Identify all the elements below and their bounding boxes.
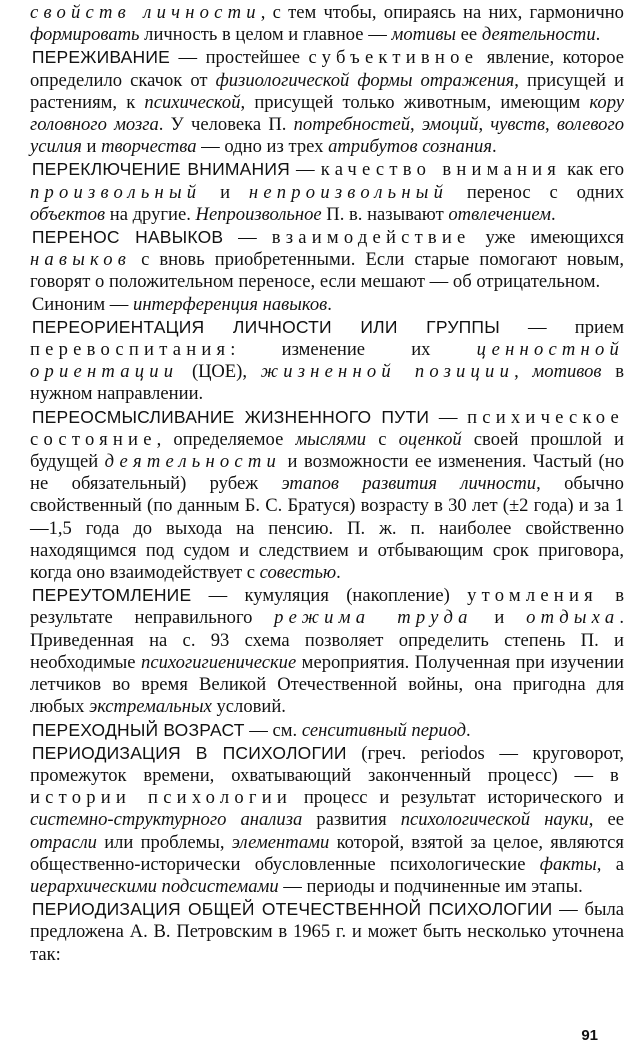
entry-text: атрибутов сознания: [328, 136, 492, 158]
entry-text: психическое состояние: [30, 406, 624, 450]
entry-term: ПЕРИОДИЗАЦИЯ В ПСИХОЛОГИИ: [31, 742, 347, 763]
entry-text: деятельности: [104, 451, 281, 473]
entry-text: объектов: [30, 203, 106, 225]
entry-text: (греч. periodos — круговорот, промежуток времени, охватывающий законченный процесс) —: [30, 742, 624, 786]
entry-text: , с тем чтобы, опираясь на них, гармонично: [260, 2, 624, 23]
entry-text: с вновь приобретенными. Если старые помогают новым, говорят о положительном переносе, если мешают — об отрицательном.: [30, 249, 624, 293]
entry-text: , обычно свойственный (по данным Б. С. Братуся) возрасту в 30 лет (±2 года) и за 1—1,5 года до выхода на пенсию. П. ж. п. наиболее свойственно находящимся под судом и следствием и отбывающим срок приговора, когда оно взаимодействует с: [30, 473, 624, 584]
entry-text: ее: [456, 24, 482, 46]
entry-text: чувств: [490, 114, 546, 136]
entry-term: ПЕРЕХОДНЫЙ ВОЗРАСТ: [31, 719, 245, 740]
entry-text: или проблемы,: [96, 831, 232, 853]
entry-text: элементами: [231, 831, 330, 853]
entry-term: ПЕРЕУТОМЛЕНИЕ: [31, 585, 192, 606]
entry-pereutomlenie: [30, 584, 624, 718]
entry-text: —: [223, 227, 272, 249]
entry-pereorientaciya: [30, 316, 624, 406]
entry-text: в истории психологии: [30, 764, 624, 809]
entry-text: жизненной позиции: [260, 361, 515, 383]
entry-text: физиологической формы отражения: [215, 69, 515, 91]
entry-text: —: [429, 406, 468, 428]
entry-text: —: [289, 159, 321, 181]
entry-text: как его: [561, 159, 624, 181]
entry-text: и: [81, 136, 102, 158]
entry-text: взаимодействие: [271, 227, 471, 249]
entry-text: непроизвольный: [248, 181, 449, 203]
entry-text: ,: [545, 114, 557, 136]
entry-text: . У человека П.: [158, 114, 294, 136]
entry-text: оценкой: [398, 428, 462, 450]
entry-text: , присущей и растениям, к: [30, 69, 624, 113]
entry-text: . Приведенная на с. 93 схема позволяет определить степень П. и необходимые: [30, 607, 624, 673]
entry-text: навыков: [30, 249, 131, 271]
entry-term: ПЕРЕНОС НАВЫКОВ: [31, 227, 224, 248]
entry-text: субъективное: [308, 47, 479, 69]
entry-text: свойств личности: [30, 2, 261, 23]
entry-term: ПЕРЕОРИЕНТАЦИЯ ЛИЧНОСТИ ИЛИ ГРУППЫ: [31, 316, 500, 337]
entry-perehodnyy: [30, 719, 624, 742]
entry-text: ,: [514, 361, 533, 383]
entry-text: ,: [478, 114, 491, 136]
entry-text: мотивов: [532, 361, 602, 383]
entry-text: ценностной ориентации: [30, 339, 624, 383]
entry-text: — периоды и подчиненные им этапы.: [278, 875, 583, 897]
entry-text: , ее: [588, 809, 624, 831]
entry-text: и: [201, 181, 249, 203]
entry-text: мыслями: [295, 428, 367, 450]
entry-text: — была предложена А. В. Петровским в 1965 г. и может быть несколько уточнена так:: [30, 899, 624, 965]
entry-text: Синоним —: [31, 293, 134, 315]
entry-text: .: [491, 136, 497, 158]
entry-text: на другие.: [105, 203, 196, 225]
entry-text: кору головного мозга: [30, 91, 624, 136]
entry-text: экстремальных: [89, 696, 212, 718]
entry-text: психической: [144, 91, 241, 113]
entry-text: : изменение их: [230, 339, 477, 361]
entry-text: качество внимания: [320, 159, 562, 181]
entry-text: ,: [410, 114, 422, 136]
entry-text: .: [595, 24, 601, 46]
entry-text: формировать: [30, 24, 140, 46]
entry-pereklyuchenie: [30, 158, 624, 226]
entry-text: — простейшее: [170, 47, 309, 69]
entry-text: творчества: [101, 136, 197, 158]
entry-text: развития: [302, 809, 401, 831]
entry-text: , определяемое: [156, 428, 296, 450]
entry-perenos: [30, 226, 624, 294]
entry-text: — одно из трех: [196, 136, 329, 158]
entry-pereosmyslivanie: [30, 406, 624, 585]
entry-text: процесс и результат исторического и: [292, 787, 624, 809]
entry-periodizaciya_obshchey: [30, 898, 624, 966]
page-number: 91: [581, 1027, 598, 1044]
entry-text: , а: [596, 853, 624, 875]
entry-text: интерференция навыков: [133, 293, 328, 315]
entry-text: волевого усилия: [30, 114, 624, 158]
entry-text: потребностей: [293, 114, 411, 136]
entry-text: которой, взятой за целое, являются общественно-исторически обусловленные психологические: [30, 831, 624, 875]
entry-text: — кумуляция (накопление): [191, 585, 468, 607]
entry-text: .: [551, 203, 556, 225]
entry-text: .: [466, 719, 471, 741]
entry-perezhivanie: [30, 46, 624, 158]
entry-text: .: [327, 293, 332, 315]
entry-term: ПЕРЕОСМЫСЛИВАНИЕ ЖИЗНЕННОГО ПУТИ: [31, 406, 430, 427]
dictionary-text: [30, 2, 624, 966]
entry-text: произвольный: [30, 181, 202, 203]
entry-text: своей прошлой и будущей: [30, 428, 624, 473]
entry-text: факты: [539, 853, 597, 875]
entry-periodizaciya: [30, 742, 624, 898]
entry-text: перенос с одних: [448, 181, 624, 203]
entry-text: в нужном направлении.: [30, 361, 624, 405]
entry-text: — прием: [499, 316, 624, 338]
entry-text: и возможности ее изменения. Частый (но не обязательный) рубеж: [30, 451, 624, 495]
entry-text: утомления: [467, 585, 598, 607]
entry-text: личность в целом и главное —: [139, 24, 392, 46]
entry-text: мероприятия. Полученная при изучении летчиков во время Великой Отечественной войны, она пригодна для любых: [30, 651, 624, 718]
entry-text: совестью: [259, 562, 337, 584]
entry-text: П. в. называют: [321, 203, 449, 225]
entry-text: .: [336, 562, 341, 584]
entry-text: системно-структурного анализа: [30, 809, 303, 831]
entry-text: перевоспитания: [30, 339, 231, 361]
entry-text: отвлечением: [448, 203, 552, 225]
entry-text: в результате неправильного: [30, 585, 624, 629]
entry-text: иерархическими подсистемами: [30, 875, 279, 897]
entry-text: режима труда: [274, 607, 473, 629]
entry-text: этапов развития личности: [281, 473, 537, 495]
entry-sinonim: [30, 294, 624, 316]
entry-text: , присущей только животным, имеющим: [240, 91, 590, 113]
entry-text: отрасли: [30, 831, 97, 853]
entry-text: — см.: [244, 719, 302, 741]
entry-text: психологической науки: [400, 809, 589, 831]
entry-text: и: [472, 607, 527, 629]
entry-text: с: [366, 428, 399, 450]
entry-text: уже имеющихся: [470, 227, 624, 249]
entry-text: (ЦОЕ),: [178, 361, 261, 383]
entry-text: отдыха: [526, 607, 620, 629]
entry-text: деятельности: [481, 24, 596, 46]
entry-text: психогигиенические: [141, 651, 297, 673]
entry-term: ПЕРЕЖИВАНИЕ: [31, 47, 171, 68]
entry-text: явление, которое определило скачок от: [30, 47, 624, 91]
entry-text: эмоций: [421, 114, 479, 136]
entry-term: ПЕРЕКЛЮЧЕНИЕ ВНИМАНИЯ: [31, 159, 290, 180]
entry-text: Непроизвольное: [195, 203, 322, 225]
entry-text: условий.: [211, 696, 286, 718]
entry-cont: [30, 2, 624, 46]
entry-text: сенситивный период: [301, 719, 467, 741]
entry-term: ПЕРИОДИЗАЦИЯ ОБЩЕЙ ОТЕЧЕСТВЕННОЙ ПСИХОЛОГИИ: [31, 899, 553, 920]
entry-text: мотивы: [391, 24, 457, 46]
